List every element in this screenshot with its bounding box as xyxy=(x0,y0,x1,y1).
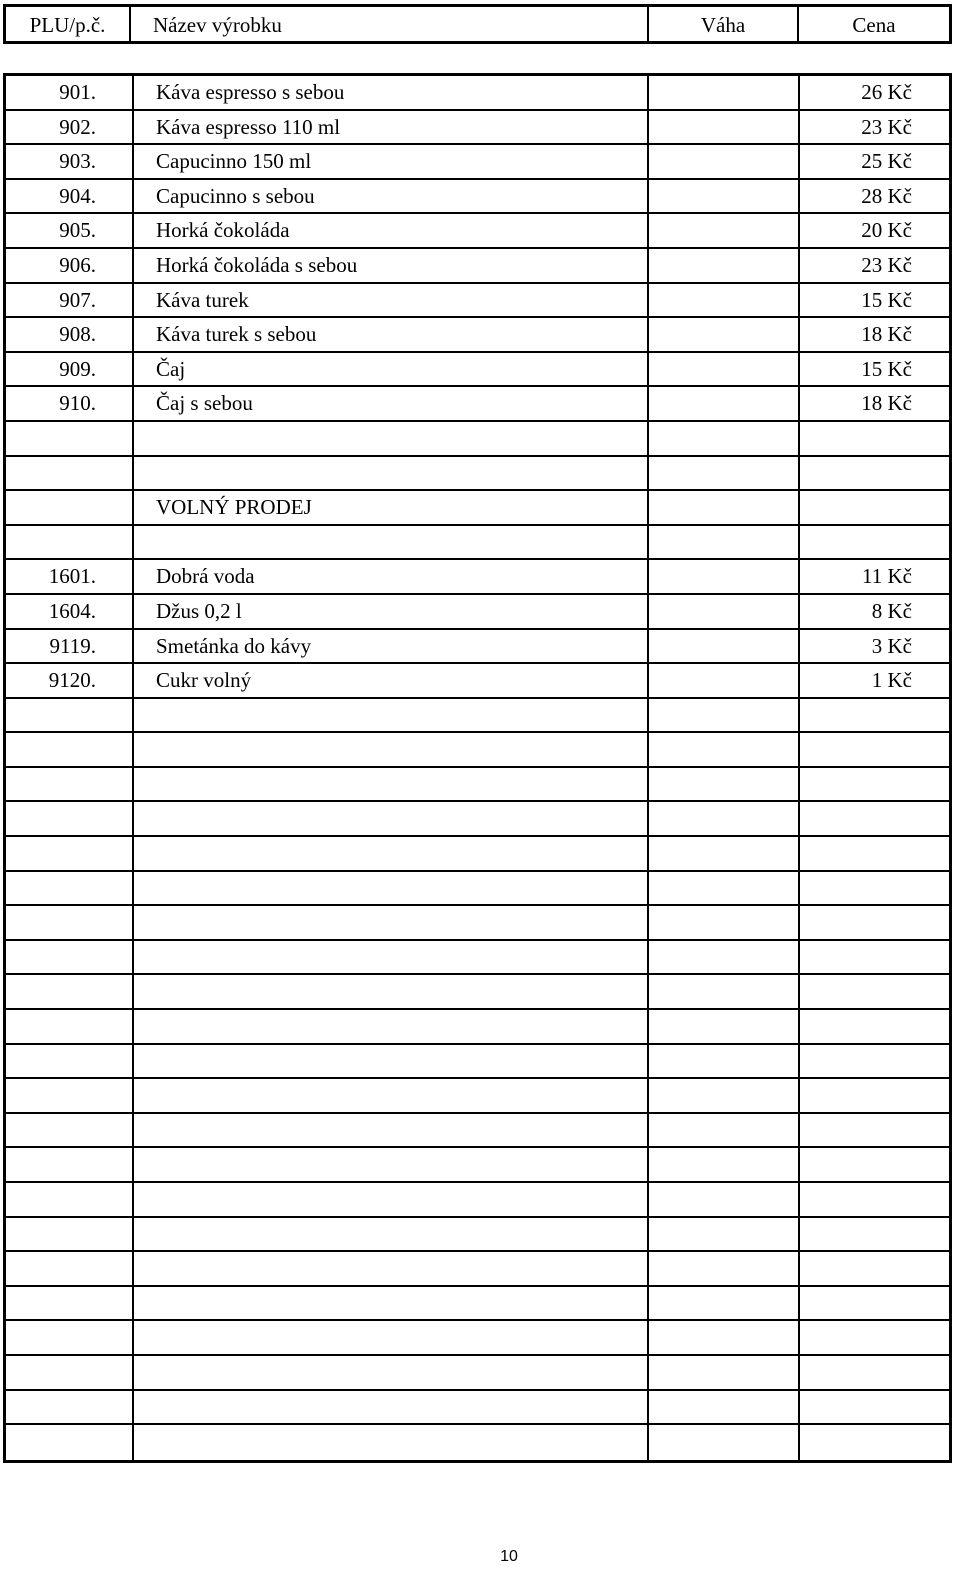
table-row xyxy=(6,560,949,595)
header-weight: Váha xyxy=(649,7,799,41)
table-row xyxy=(6,284,949,319)
row-product-name: Capucinno s sebou xyxy=(156,183,315,208)
row-product-name: Capucinno 150 ml xyxy=(156,149,312,174)
table-row xyxy=(6,1183,949,1218)
table-row xyxy=(6,872,949,907)
table-row xyxy=(6,1252,949,1287)
page-number: 10 xyxy=(500,1548,518,1565)
table-row xyxy=(6,733,949,768)
table-row xyxy=(6,699,949,734)
row-price: 18 Kč xyxy=(861,322,912,347)
table-row xyxy=(6,1321,949,1356)
table-row xyxy=(6,249,949,284)
table-row xyxy=(6,457,949,492)
row-product-name: Smetánka do kávy xyxy=(156,633,312,658)
row-plu: 901. xyxy=(59,80,96,104)
table-row xyxy=(6,318,949,353)
table-row xyxy=(6,145,949,180)
table-row xyxy=(6,630,949,665)
row-price: 25 Kč xyxy=(861,149,912,174)
table-row xyxy=(6,1425,949,1460)
table-row xyxy=(6,664,949,699)
row-price: 15 Kč xyxy=(861,287,912,312)
table-header xyxy=(3,4,952,44)
row-plu: 910. xyxy=(59,391,96,416)
header-product-name: Název výrobku xyxy=(131,7,649,41)
table-row xyxy=(6,1287,949,1322)
row-product-name: Horká čokoláda s sebou xyxy=(156,252,358,277)
table-row xyxy=(6,768,949,803)
row-product-name: Káva turek xyxy=(156,287,249,312)
row-price: 23 Kč xyxy=(861,252,912,277)
header-plu: PLU/p.č. xyxy=(6,7,131,41)
row-price: 11 Kč xyxy=(862,564,912,589)
row-product-name: Čaj xyxy=(156,356,186,381)
table-row xyxy=(6,111,949,146)
row-plu: 908. xyxy=(59,322,96,347)
table-row xyxy=(6,1045,949,1080)
row-plu: 907. xyxy=(59,287,96,312)
row-product-name: Káva espresso 110 ml xyxy=(156,114,341,139)
table-row xyxy=(6,491,949,526)
row-plu: 1604. xyxy=(48,598,96,623)
header-price: Cena xyxy=(852,13,896,37)
row-product-name: Čaj s sebou xyxy=(156,391,253,416)
table-row xyxy=(6,837,949,872)
row-product-name: Cukr volný xyxy=(156,668,252,693)
row-price: 1 Kč xyxy=(871,668,912,693)
row-plu: 1601. xyxy=(48,564,96,589)
table-row xyxy=(6,1010,949,1045)
table-row xyxy=(6,1079,949,1114)
price-list-table xyxy=(3,73,952,1463)
row-price: 28 Kč xyxy=(861,183,912,208)
row-product-name: Džus 0,2 l xyxy=(156,598,242,623)
row-plu: 902. xyxy=(59,114,96,139)
row-product-name: VOLNÝ PRODEJ xyxy=(156,495,312,520)
row-plu: 906. xyxy=(59,252,96,277)
table-row xyxy=(6,422,949,457)
row-product-name: Dobrá voda xyxy=(156,564,255,589)
table-row xyxy=(6,180,949,215)
row-product-name: Káva turek s sebou xyxy=(156,322,317,347)
row-plu: 9119. xyxy=(49,633,96,658)
row-plu: 904. xyxy=(59,183,96,208)
row-price: 15 Kč xyxy=(861,356,912,381)
table-body xyxy=(6,76,949,1460)
table-row xyxy=(6,941,949,976)
row-plu: 905. xyxy=(59,218,96,243)
table-row xyxy=(6,1356,949,1391)
table-row xyxy=(6,1218,949,1253)
row-price: 3 Kč xyxy=(871,633,912,658)
row-product-name: Horká čokoláda xyxy=(156,218,290,243)
table-row xyxy=(6,526,949,561)
row-price: 20 Kč xyxy=(861,218,912,243)
row-price: 18 Kč xyxy=(861,391,912,416)
row-price: 8 Kč xyxy=(871,598,912,623)
row-price: 23 Kč xyxy=(861,114,912,139)
row-product-name: Káva espresso s sebou xyxy=(156,80,345,104)
table-row xyxy=(6,595,949,630)
row-plu: 903. xyxy=(59,149,96,174)
table-row xyxy=(6,214,949,249)
table-row xyxy=(6,76,949,111)
table-row xyxy=(6,1114,949,1149)
table-row xyxy=(6,802,949,837)
table-row xyxy=(6,1391,949,1426)
table-row xyxy=(6,1148,949,1183)
table-row xyxy=(6,906,949,941)
row-plu: 909. xyxy=(59,356,96,381)
table-row xyxy=(6,353,949,388)
table-row xyxy=(6,387,949,422)
row-price: 26 Kč xyxy=(861,80,912,104)
table-row xyxy=(6,975,949,1010)
row-plu: 9120. xyxy=(48,668,96,693)
